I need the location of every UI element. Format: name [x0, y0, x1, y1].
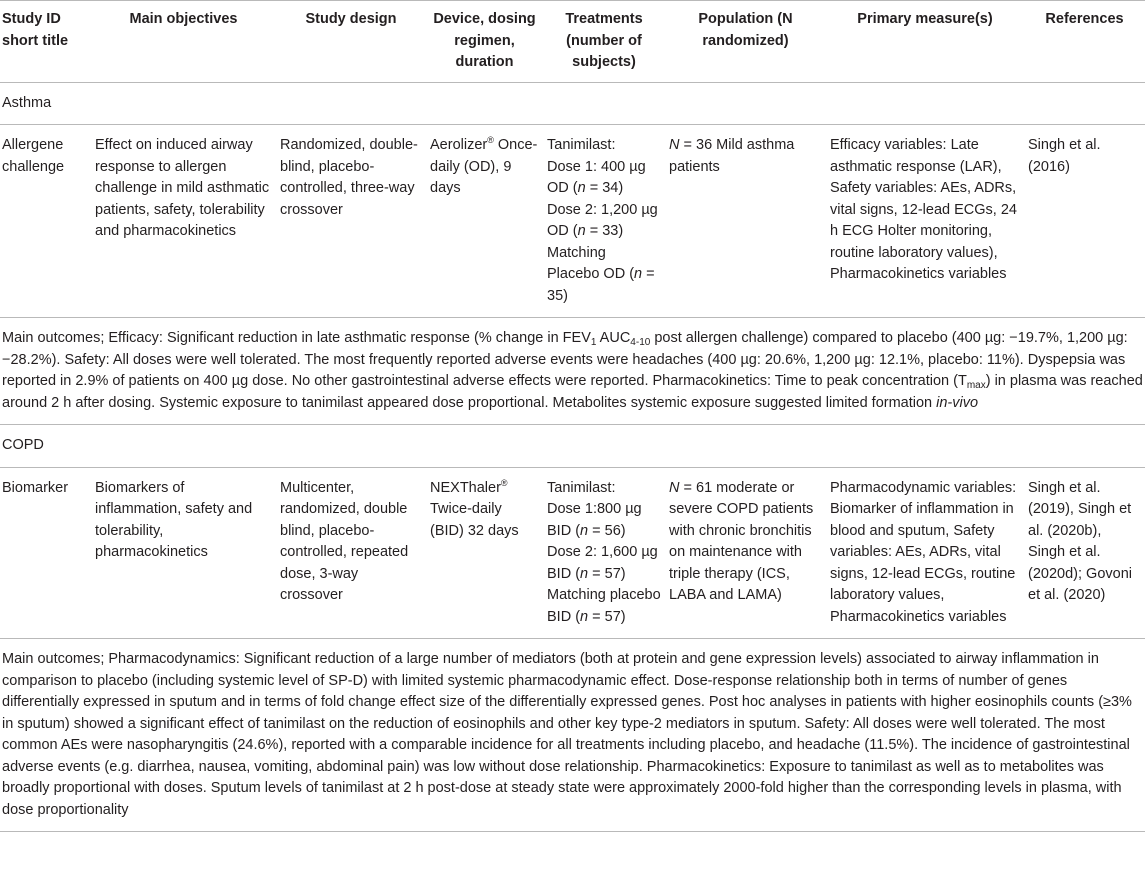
section-row-asthma	[0, 82, 1145, 125]
outcome-subscript: 4-10	[630, 337, 651, 348]
n-symbol: n	[580, 522, 589, 539]
treatments-cell: Tanimilast: Dose 1: 400 µg OD (n = 34) Dose 2: 1,200 µg OD (n = 33) Matching Placebo OD (n = 35)	[543, 125, 665, 318]
n-symbol: n	[580, 565, 589, 582]
section-title: COPD	[0, 425, 1145, 468]
primary-measures-cell: Pharmacodynamic variables: Biomarker of inflammation in blood and sputum, Safety variables: AEs, ADRs, vital signs, 12-lead ECGs, routine laboratory values, Pharmacokinetics variables	[830, 479, 1017, 625]
device-name: Aerolizer	[430, 137, 488, 153]
population-text: = 36 Mild asthma patients	[669, 137, 795, 175]
column-header-treatments: Treatments (number of subjects)	[565, 11, 643, 70]
dosing-regimen: Once-daily (OD), 9 days	[430, 137, 538, 196]
treatment-placebo: Matching placebo BID	[547, 587, 661, 625]
table-row	[0, 467, 1145, 639]
n-value: = 34)	[585, 180, 624, 196]
column-header-references: References	[1045, 11, 1124, 27]
population-text: = 61 moderate or severe COPD patients with chronic bronchitis on maintenance with triple therapy (ICS, LABA and LAMA)	[669, 479, 814, 603]
outcome-text: AUC	[596, 330, 631, 346]
population-n-symbol: N	[669, 479, 680, 496]
n-value: = 57)	[588, 608, 626, 625]
table-row	[0, 125, 1145, 318]
references-cell: Singh et al. (2016)	[1028, 137, 1101, 175]
table-header-row	[0, 1, 1145, 83]
device-name: NEXThaler	[430, 479, 501, 496]
n-symbol: n	[577, 223, 586, 239]
design-cell: Randomized, double-blind, placebo-controlled, three-way crossover	[280, 137, 418, 218]
outcome-cell: Main outcomes; Pharmacodynamics: Significant reduction of a large number of mediators (both at protein and gene expression levels) associated to airway inflammation in comparison to placebo (including systemic level of SP-D) with limited systemic pharmacodynamic effect. Dose-response relationship both in terms of number of genes differentially expressed in sputum and in terms of fold change effect size of the differentially expressed genes. Post hoc analyses in patients with higher eosinophils counts (≥3% in sputum) showed a significant effect of tanimilast on the reduction of eosinophils and other key type-2 mediators in sputum. Safety: All doses were well tolerated. The most common AEs were nasopharyngitis (24.6%), reported with a comparable incidence for all treatments including placebo, and headache (11.5%). The incidence of gastrointestinal adverse events (e.g. diarrhea, nausea, vomiting, abdominal pain) was low without dose relationship. Pharmacokinetics: Exposure to tanimilast as well as to metabolites was broadly proportional with doses. Sputum levels of tanimilast at 2 h post-dose at steady state were approximately 2000-fold higher than the corresponding levels in plasma, with dose proportionality	[0, 639, 1145, 832]
device-cell	[426, 125, 543, 318]
objectives-cell: Effect on induced airway response to allergen challenge in mild asthmatic patients, safety, tolerability and pharmacokinetics	[95, 137, 270, 239]
population-n-symbol: N	[669, 137, 680, 153]
population-cell	[665, 467, 826, 639]
dosing-regimen: Twice-daily (BID) 32 days	[430, 501, 519, 539]
n-symbol: n	[577, 180, 586, 196]
outcome-text: Main outcomes; Efficacy: Significant reduction in late asthmatic response (% change in FEV	[2, 330, 591, 346]
outcome-row-asthma	[0, 318, 1145, 425]
outcome-text: post allergen challenge) compared to placebo (400 µg: −19.7%, 1,200 µg: −28.2%). Safety: All doses were well tolerated. The most frequently reported adverse events were headaches (400 µg: 20.6%, 1,200 µg: 12.1%, placebo: 11%). Dyspepsia was reported in 2.9% of patients on 400 µg dose. No other gastrointestinal adverse effects were reported. Pharmacokinetics: Time to peak concentration (T	[2, 330, 1128, 389]
treatments-cell: Tanimilast: Dose 1:800 µg BID (n = 56) Dose 2: 1,600 µg BID (n = 57) Matching placebo BID (n = 57)	[547, 479, 661, 625]
n-value: = 57)	[588, 565, 626, 582]
column-header-primary-measures: Primary measure(s)	[857, 11, 993, 27]
treatment-placebo: Matching Placebo OD	[547, 244, 626, 282]
treatment-dose-1: Dose 1: 400 µg OD	[547, 158, 646, 196]
registered-mark: ®	[487, 135, 494, 145]
study-id-cell: Allergene challenge	[2, 137, 65, 175]
column-header-population: Population (N randomized)	[698, 11, 793, 49]
n-symbol: n	[634, 266, 643, 282]
references-cell: Singh et al. (2019), Singh et al. (2020b), Singh et al. (2020d); Govoni et al. (2020)	[1028, 479, 1132, 603]
column-header-device: Device, dosing regimen, duration	[433, 11, 536, 70]
design-cell: Multicenter, randomized, double blind, placebo-controlled, repeated dose, 3-way crossover	[280, 479, 409, 603]
section-row-copd	[0, 425, 1145, 468]
outcome-cell	[0, 318, 1145, 425]
n-value: = 33)	[585, 223, 624, 239]
treatment-dose-2: Dose 2: 1,200 µg OD	[547, 201, 658, 239]
study-id-cell: Biomarker	[2, 479, 69, 496]
n-value: = 56)	[588, 522, 626, 539]
primary-measures-cell: Efficacy variables: Late asthmatic response (LAR), Safety variables: AEs, ADRs, vital signs, 12-lead ECGs, 24 h ECG Holter monitoring, routine laboratory values), Pharmacokinetics variables	[830, 137, 1017, 282]
objectives-cell: Biomarkers of inflammation, safety and tolerability, pharmacokinetics	[95, 479, 253, 560]
outcome-subscript: 1	[590, 337, 597, 348]
column-header-design: Study design	[305, 11, 397, 27]
section-title: Asthma	[0, 82, 1145, 125]
population-cell	[665, 125, 826, 318]
n-symbol: n	[580, 608, 589, 625]
outcome-italic-text: in-vivo	[936, 394, 979, 411]
outcome-text: ) in plasma was reached around 2 h after dosing. Systemic exposure to tanimilast appeared dose proportional. Metabolites systemic exposure suggested limited formation	[2, 373, 1143, 411]
registered-mark: ®	[500, 477, 508, 488]
column-header-objectives: Main objectives	[129, 11, 238, 27]
treatment-dose-2: Dose 2: 1,600 µg BID	[547, 544, 658, 582]
treatment-dose-1: Dose 1:800 µg BID	[547, 501, 642, 539]
n-value: = 35)	[547, 266, 655, 304]
device-cell	[426, 467, 543, 639]
column-header-study-id: Study ID short title	[2, 11, 69, 49]
treatment-lead: Tanimilast:	[547, 137, 616, 153]
outcome-subscript: max	[966, 380, 986, 391]
treatment-lead: Tanimilast:	[547, 479, 616, 496]
outcome-row-copd	[0, 639, 1145, 832]
